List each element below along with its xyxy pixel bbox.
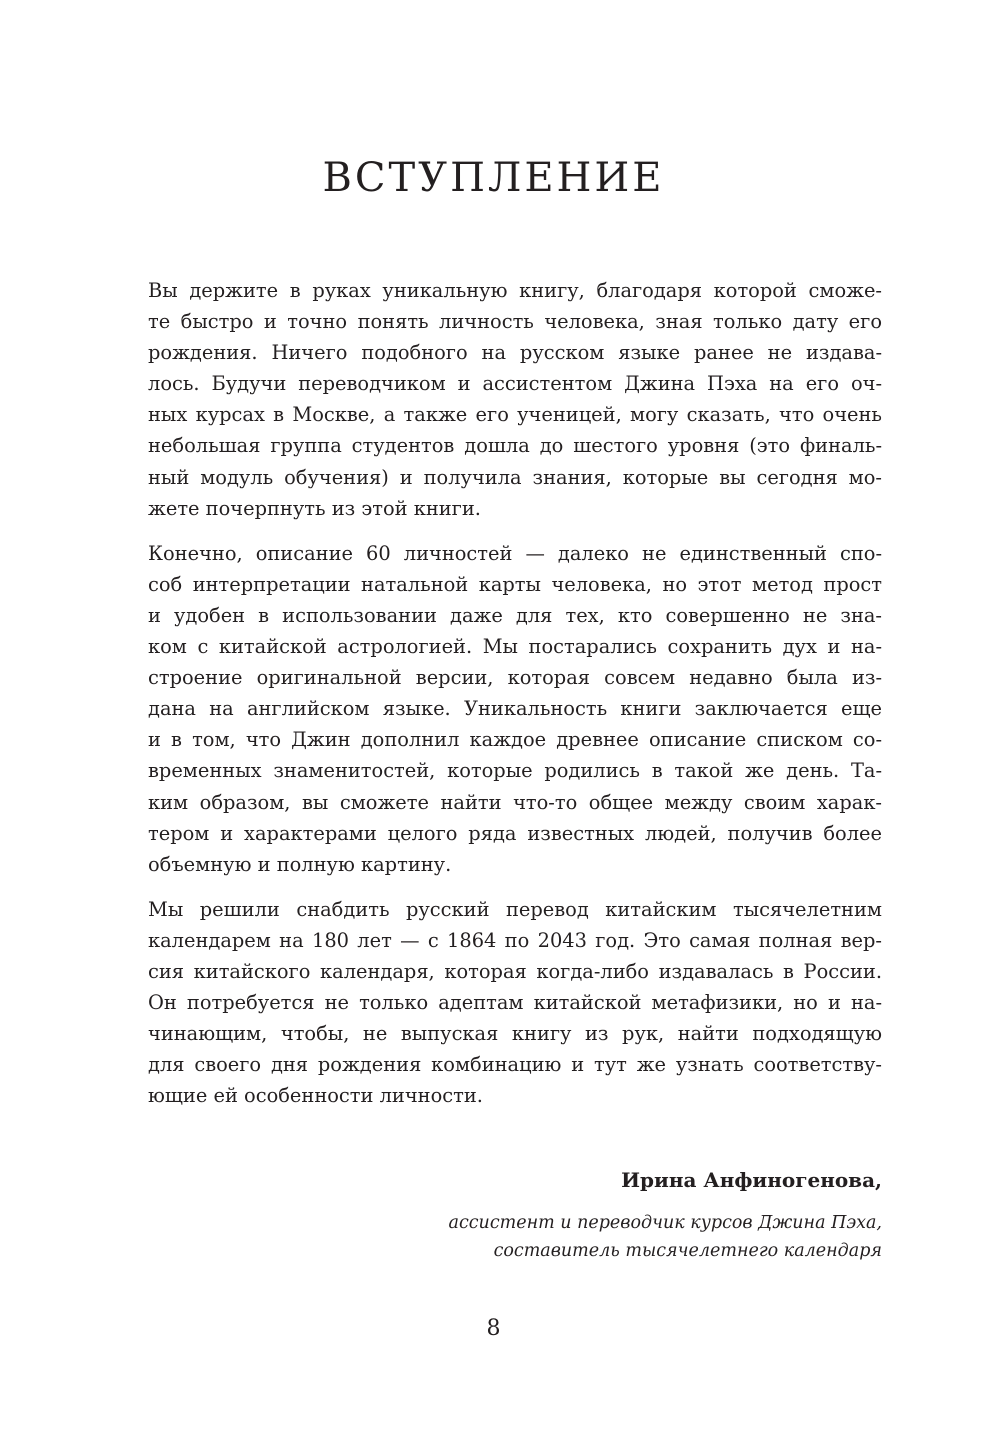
text-line: и удобен в использовании даже для тех, кто совершенно не зна- xyxy=(148,603,882,627)
author-role-line: ассистент и переводчик курсов Джина Пэха, xyxy=(448,1213,882,1233)
author-name: Ирина Анфиногенова, xyxy=(621,1168,882,1192)
paragraph xyxy=(148,894,882,1112)
text-line: ющие ей особенности личности. xyxy=(148,1084,483,1108)
author-role xyxy=(449,1209,882,1265)
text-line: ким образом, вы сможете найти что-то общее между своим харак- xyxy=(148,790,882,814)
body-text xyxy=(148,275,882,1125)
text-line: строение оригинальной версии, которая совсем недавно была из- xyxy=(148,666,882,690)
text-line: и в том, что Джин дополнил каждое древнее описание списком со- xyxy=(148,728,882,752)
page-number: 8 xyxy=(486,1316,501,1341)
text-line: жете почерпнуть из этой книги. xyxy=(148,496,481,520)
paragraph xyxy=(148,538,882,880)
page-title: ВСТУПЛЕНИЕ xyxy=(322,155,665,201)
signature-block xyxy=(449,1165,882,1265)
text-line: ком с китайской астрологией. Мы постарались сохранить дух и на- xyxy=(148,635,882,659)
author-role-line: составитель тысячелетнего календаря xyxy=(493,1241,882,1261)
text-line: рождения. Ничего подобного на русском языке ранее не издава- xyxy=(148,341,882,365)
text-line: те быстро и точно понять личность человека, зная только дату его xyxy=(148,310,882,334)
text-line: сия китайского календаря, которая когда-либо издавалась в России. xyxy=(148,959,882,983)
text-line: тером и характерами целого ряда известных людей, получив более xyxy=(148,821,882,845)
text-line: дана на английском языке. Уникальность книги заключается еще xyxy=(148,697,882,721)
text-line: соб интерпретации натальной карты человека, но этот метод прост xyxy=(148,572,882,596)
text-line: лось. Будучи переводчиком и ассистентом Джина Пэха на его оч- xyxy=(148,372,882,396)
text-line: чинающим, чтобы, не выпуская книгу из рук, найти подходящую xyxy=(148,1022,882,1046)
text-line: небольшая группа студентов дошла до шестого уровня (это финаль- xyxy=(148,434,882,458)
text-line: Конечно, описание 60 личностей — далеко не единственный спо- xyxy=(148,541,882,565)
text-line: Он потребуется не только адептам китайской метафизики, но и на- xyxy=(148,991,882,1015)
text-line: объемную и полную картину. xyxy=(148,852,452,876)
text-line: временных знаменитостей, которые родились в такой же день. Та- xyxy=(148,759,882,783)
text-line: для своего дня рождения комбинацию и тут же узнать соответству- xyxy=(148,1053,882,1077)
paragraph xyxy=(148,275,882,524)
text-line: Вы держите в руках уникальную книгу, благодаря которой сможе- xyxy=(148,279,882,302)
text-line: Мы решили снабдить русский перевод китайским тысячелетним xyxy=(148,897,882,921)
text-line: ный модуль обучения) и получила знания, которые вы сегодня мо- xyxy=(148,465,882,489)
text-line: календарем на 180 лет — с 1864 по 2043 год. Это самая полная вер- xyxy=(148,928,882,952)
text-line: ных курсах в Москве, а также его ученицей, могу сказать, что очень xyxy=(148,403,882,427)
